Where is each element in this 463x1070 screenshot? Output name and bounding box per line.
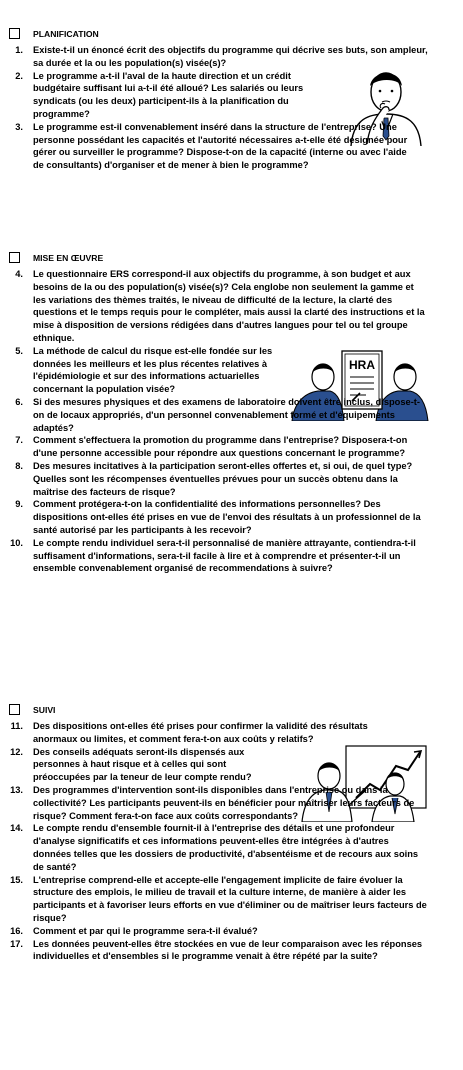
question-text: Si des mesures physiques et des examens de laboratoire doivent être inclus, dispose-t-on de locaux appropriés, d'un personnel convenablement formé et d'équipements adaptés? (33, 396, 420, 433)
question-number: 12. (10, 746, 23, 757)
question-text: Des dispositions ont-elles été prises pour confirmer la validité des résultats anormaux ou limites, et comment fera-t-on aux coûts y relatifs? (33, 721, 368, 744)
question-number: 13. (10, 784, 23, 795)
question-number: 4. (15, 269, 23, 279)
question-item (0, 784, 463, 822)
question-item (0, 70, 463, 121)
hra-sign-text: HRA (349, 358, 375, 372)
question-number: 5. (15, 345, 23, 356)
question-item (0, 537, 463, 575)
question-number: 16. (10, 925, 23, 936)
question-number: 6. (15, 396, 23, 407)
question-text: Des mesures incitatives à la participation seront-elles offertes et, si oui, de quel type? Quelles sont les récompenses éventuelles prévues pour un succès obtenu dans la maîtrise des facteurs de risque? (33, 460, 413, 497)
question-text: Des programmes d'intervention sont-ils disponibles dans l'entreprise ou dans la collectivité? Les participants peuvent-ils en bénéficier pour maîtriser leurs facteurs de risque? Comment fera-t-on face aux coûts correspondants? (33, 784, 415, 821)
question-item (0, 874, 463, 925)
question-list (0, 44, 463, 172)
section-title: PLANIFICATION (33, 29, 99, 39)
question-item (0, 44, 463, 70)
question-number: 15. (10, 874, 23, 885)
section-checkbox[interactable] (9, 704, 20, 715)
question-number: 11. (10, 721, 23, 731)
question-item (0, 746, 463, 784)
question-text: Le questionnaire ERS correspond-il aux objectifs du programme, à son budget et aux besoins de la ou des population(s) visée(s)? Cela englobe non seulement la gamme et les variations des thèmes traités, le niveau de difficulté de la lecture, la clarté des questions et le temps requis pour le compléter, mais aussi la clarté des instructions et la mise à disposition de versions rédigées dans d'autres langues pour tel ou tel groupe ethnique. (33, 269, 425, 343)
question-number: 17. (10, 938, 23, 949)
question-text: Le programme est-il convenablement inséré dans la structure de l'entreprise? Une personne possédant les capacités et l'autorité nécessaires a-t-elle été désignée pour gérer ou surveiller le programme? Dispose-t-on de la capacité (interne ou avec l'aide de consultants) d'organiser et de mener à bien le programme? (33, 121, 408, 171)
section-planification (0, 28, 463, 172)
section-suivi (0, 704, 463, 963)
question-number: 10. (10, 537, 23, 548)
question-number: 14. (10, 823, 23, 834)
question-text: Comment protégera-t-on la confidentialité des informations personnelles? Des dispositions ont-elles été prises en vue de l'envoi des résultats à un professionnel de la santé autorisé par les participants à les recevoir? (33, 499, 421, 535)
question-number: 3. (15, 121, 23, 132)
question-text: Le compte rendu individuel sera-t-il personnalisé de manière attrayante, contiendra-t-il suffisament d'informations, sera-t-il facile à lire et à comprendre et présenter-t-il un ensemble convenablement organisé de recommendations à suivre? (33, 537, 416, 574)
question-text: Comment et par qui le programme sera-t-il évalué? (33, 925, 258, 936)
question-text: La méthode de calcul du risque est-elle fondée sur les données les meilleurs et les plus récentes relatives à l'épidémiologie et sur des informations actuarielles concernant la population visée? (33, 345, 273, 395)
question-item (0, 434, 463, 460)
section-checkbox[interactable] (9, 28, 20, 39)
question-item (0, 460, 463, 498)
question-list (0, 720, 463, 963)
question-text: Comment s'effectuera la promotion du programme dans l'entreprise? Disposera-t-on d'une personne accessible pour répondre aux questions concernant le programme? (33, 435, 408, 459)
question-item (0, 268, 463, 345)
question-text: Les données peuvent-elles être stockées en vue de leur comparaison avec les réponses individuelles et d'ensembles si le programme venait à être répété par la suite? (33, 938, 423, 962)
question-text: Le compte rendu d'ensemble fournit-il à l'entreprise des détails et une profondeur d'analyse significatifs et ces informations peuvent-elles être intégrées à d'autres données telles que les dossiers de productivité, d'absentéisme et de recours aux soins de santé? (33, 823, 419, 872)
question-item (0, 938, 463, 964)
question-number: 7. (15, 435, 23, 446)
question-item (0, 822, 463, 873)
question-item (0, 121, 463, 172)
question-item (0, 396, 463, 434)
question-item (0, 345, 463, 396)
question-number: 2. (15, 70, 23, 81)
question-number: 1. (15, 45, 23, 55)
section-title: MISE EN ŒUVRE (33, 253, 104, 263)
question-text: Existe-t-il un énoncé écrit des objectifs du programme qui décrive ses buts, son ampleur, sa durée et la ou les population(s) visée(s)? (33, 45, 428, 68)
section-checkbox[interactable] (9, 252, 20, 263)
question-number: 8. (15, 460, 23, 471)
question-text: Des conseils adéquats seront-ils dispensés aux personnes à haut risque et à celles qui sont préoccupées par la teneur de leur compte rendu? (33, 746, 252, 783)
section-mise-en-oeuvre (0, 252, 463, 575)
question-number: 9. (15, 499, 23, 510)
question-item (0, 720, 463, 746)
section-title: SUIVI (33, 705, 56, 715)
question-list (0, 268, 463, 575)
question-item (0, 925, 463, 938)
question-item (0, 498, 463, 536)
question-text: L'entreprise comprend-elle et accepte-elle l'engagement implicite de faire évoluer la structure des emplois, le milieu de travail et la culture interne, de manière à aider les participants et à favoriser leurs efforts en vue d'éliminer ou de maîtriser leurs facteurs de risque? (33, 874, 427, 923)
question-text: Le programme a-t-il l'aval de la haute direction et un crédit budgétaire suffisant lui a-t-il été alloué? Les salariés ou leurs syndicats (ou les deux) participent-ils à la planification du programme? (33, 70, 304, 119)
